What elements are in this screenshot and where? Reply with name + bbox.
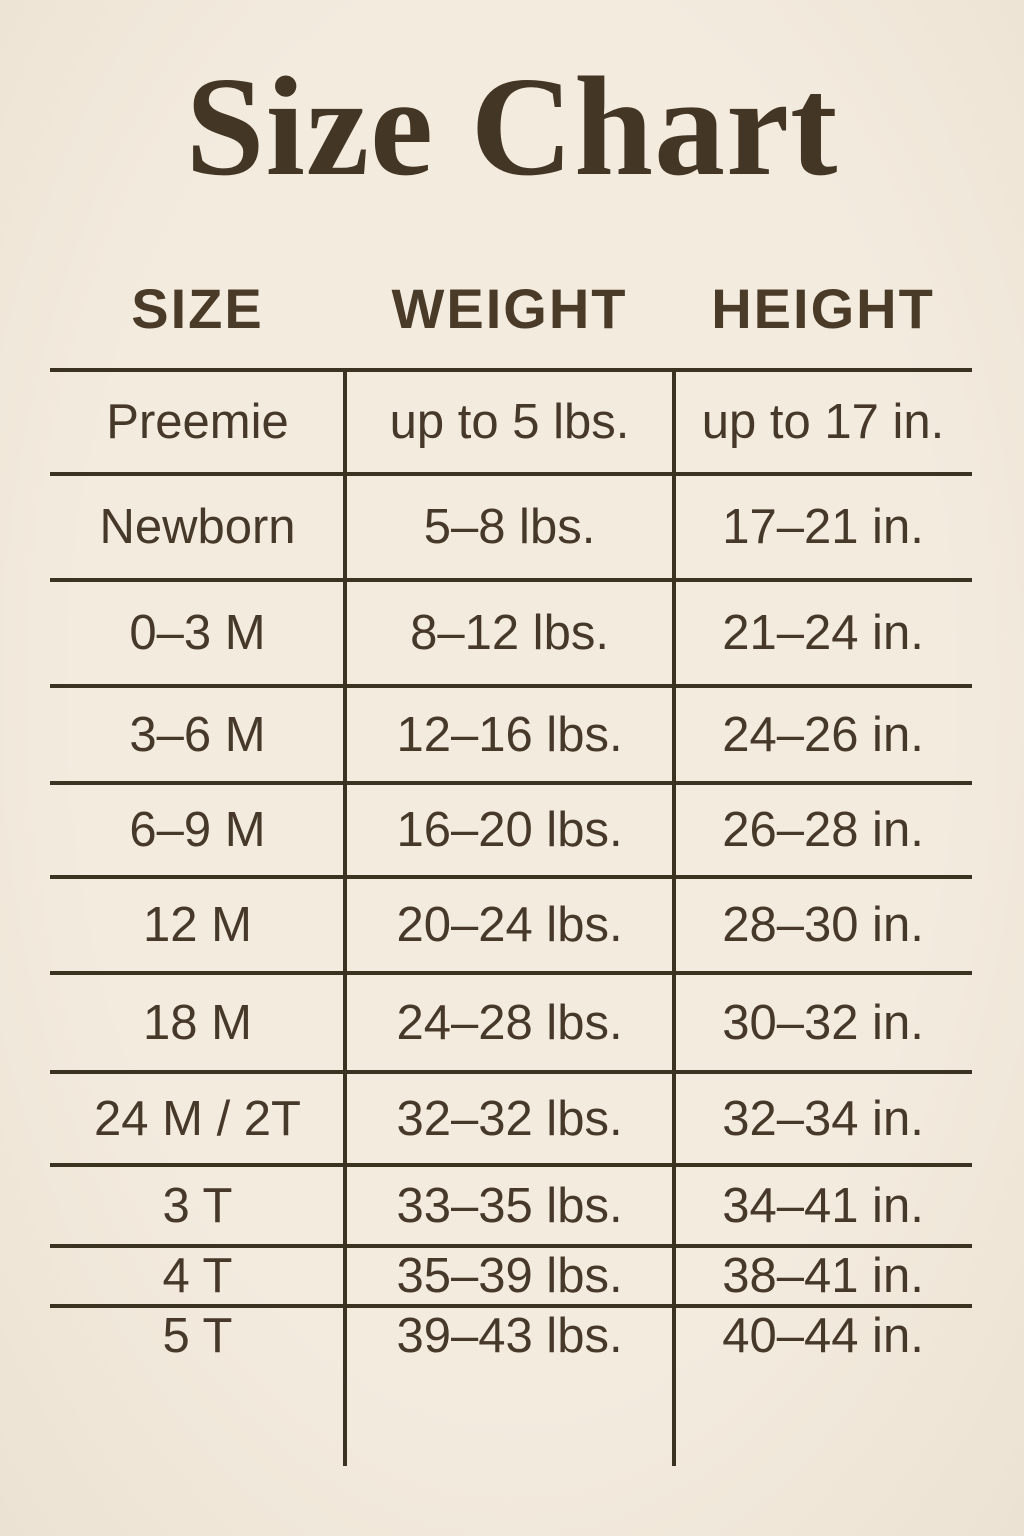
size-cell: 24 M / 2T (94, 1091, 301, 1146)
size-cell: 3–6 M (129, 707, 266, 762)
column-header-height: HEIGHT (711, 276, 935, 340)
height-cell: 24–26 in. (722, 707, 924, 762)
size-cell: 12 M (143, 898, 252, 952)
column-divider (343, 368, 347, 1466)
size-cell: 4 T (162, 1249, 233, 1303)
column-header-size: SIZE (131, 276, 264, 340)
size-cell: 18 M (143, 995, 252, 1050)
height-cell: 40–44 in. (722, 1309, 924, 1363)
weight-cell: 35–39 lbs. (396, 1249, 623, 1303)
size-cell: 0–3 M (129, 606, 266, 660)
weight-cell: up to 5 lbs. (389, 395, 630, 449)
table-row (50, 875, 972, 971)
height-cell: 28–30 in. (722, 898, 924, 952)
table-row (50, 578, 972, 684)
size-cell: 6–9 M (129, 803, 266, 857)
table-row (50, 971, 972, 1070)
height-cell: 38–41 in. (722, 1249, 924, 1303)
weight-cell: 20–24 lbs. (396, 898, 623, 952)
weight-cell: 5–8 lbs. (423, 500, 596, 554)
size-cell: Newborn (99, 500, 296, 554)
weight-cell: 24–28 lbs. (396, 995, 623, 1050)
weight-cell: 12–16 lbs. (396, 707, 623, 762)
size-cell: 5 T (162, 1309, 233, 1363)
column-divider (672, 368, 676, 1466)
height-cell: 21–24 in. (722, 606, 924, 660)
size-table (50, 368, 972, 1466)
page-title: Size Chart (185, 47, 839, 205)
height-cell: 30–32 in. (722, 995, 924, 1050)
height-cell: 34–41 in. (722, 1178, 924, 1233)
height-cell: 26–28 in. (722, 803, 924, 857)
weight-cell: 39–43 lbs. (396, 1309, 623, 1363)
table-row (50, 1244, 972, 1304)
table-header-row (50, 272, 972, 344)
height-cell: 32–34 in. (722, 1091, 924, 1146)
size-cell: 3 T (162, 1178, 233, 1233)
table-row (50, 684, 972, 781)
table-row (50, 472, 972, 578)
table-row (50, 1163, 972, 1244)
weight-cell: 16–20 lbs. (396, 803, 623, 857)
column-header-weight: WEIGHT (391, 276, 628, 340)
table-row (50, 781, 972, 875)
table-row (50, 1070, 972, 1163)
weight-cell: 32–32 lbs. (396, 1091, 623, 1146)
size-cell: Preemie (106, 395, 289, 449)
table-row (50, 368, 972, 472)
height-cell: up to 17 in. (701, 395, 945, 449)
height-cell: 17–21 in. (722, 500, 924, 554)
weight-cell: 8–12 lbs. (410, 606, 609, 660)
table-row (50, 1304, 972, 1364)
weight-cell: 33–35 lbs. (396, 1178, 623, 1233)
